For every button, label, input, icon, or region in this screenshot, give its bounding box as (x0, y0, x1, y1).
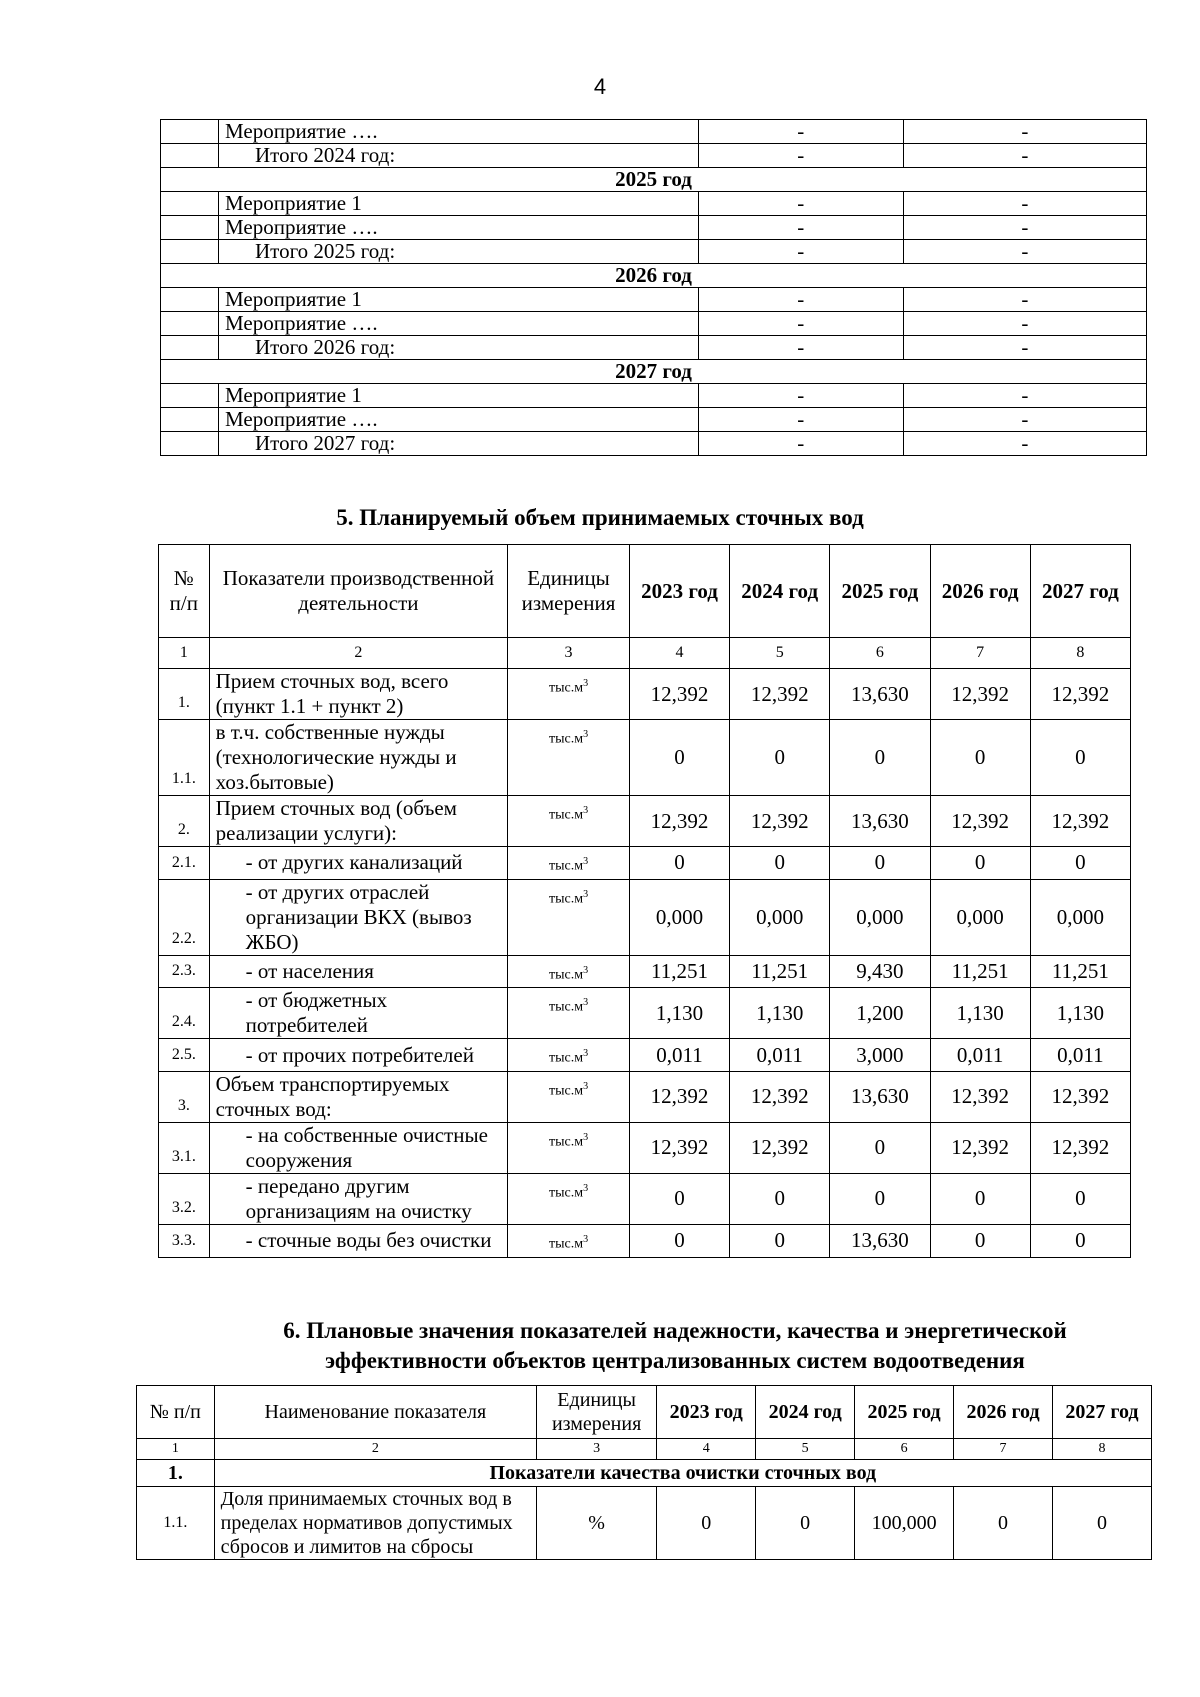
value-cell: 0 (930, 720, 1030, 796)
measure-name: Мероприятие …. (219, 408, 699, 432)
header-num: № п/п (137, 1386, 215, 1439)
value-cell: 0,000 (730, 879, 830, 955)
header-num: № п/п (159, 545, 210, 638)
col-number: 4 (657, 1439, 756, 1460)
value-cell: - (698, 336, 903, 360)
value-cell: 12,392 (930, 1122, 1030, 1173)
col-number: 4 (629, 638, 729, 669)
unit-label: тыс.м (548, 807, 584, 823)
value-cell: 1,200 (830, 988, 930, 1039)
value-cell: 12,392 (629, 1071, 729, 1122)
row-num-cell (161, 120, 219, 144)
value-cell: 0 (930, 847, 1030, 880)
col-number: 8 (1030, 638, 1130, 669)
value-cell: 0 (629, 847, 729, 880)
section5-title: 5. Планируемый объем принимаемых сточных вод (336, 505, 864, 530)
row-num: 2.4. (159, 988, 210, 1039)
value-cell: 0,000 (830, 879, 930, 955)
value-cell: 0 (629, 720, 729, 796)
unit-cell (508, 1071, 630, 1122)
indicator-name: - от населения (209, 955, 507, 988)
row-num-cell (161, 432, 219, 456)
section6-title (250, 1316, 1100, 1376)
value-cell: 0 (657, 1487, 756, 1560)
value-cell: 11,251 (629, 955, 729, 988)
row-num: 2.3. (159, 955, 210, 988)
header-year: 2026 год (930, 545, 1030, 638)
row-num-cell (161, 144, 219, 168)
col-number: 7 (930, 638, 1030, 669)
value-cell: 0 (756, 1487, 855, 1560)
unit-cell (508, 720, 630, 796)
table-row (161, 120, 1147, 144)
table-header-row (159, 545, 1131, 638)
indicator-name: - от других отраслей организации ВКХ (вывоз ЖБО) (209, 879, 507, 955)
unit-cell (508, 1173, 630, 1224)
value-cell: - (698, 120, 903, 144)
measure-name: Мероприятие 1 (219, 192, 699, 216)
value-cell: 0 (1030, 847, 1130, 880)
year-heading: 2026 год (161, 264, 1147, 288)
value-cell: 11,251 (930, 955, 1030, 988)
table-row (159, 847, 1131, 880)
value-cell: 12,392 (930, 669, 1030, 720)
table-row (161, 384, 1147, 408)
row-num-cell (161, 384, 219, 408)
value-cell: - (903, 288, 1146, 312)
table-row (159, 879, 1131, 955)
value-cell: 0 (1030, 1173, 1130, 1224)
table-row (161, 288, 1147, 312)
col-number: 5 (730, 638, 830, 669)
indicator-name: Объем транспортируемых сточных вод: (209, 1071, 507, 1122)
unit-cell (508, 1224, 630, 1257)
unit-label: тыс.м (548, 1134, 584, 1150)
unit-label: тыс.м (548, 967, 584, 983)
unit-label: тыс.м (548, 858, 584, 874)
value-cell: 12,392 (629, 669, 729, 720)
measure-name: Мероприятие 1 (219, 288, 699, 312)
table-row (161, 144, 1147, 168)
measure-name: Мероприятие …. (219, 312, 699, 336)
unit-superscript: 3 (583, 964, 589, 976)
header-year: 2025 год (855, 1386, 954, 1439)
value-cell: 3,000 (830, 1039, 930, 1072)
total-label: Итого 2027 год: (219, 432, 699, 456)
value-cell: 12,392 (730, 1071, 830, 1122)
value-cell: - (698, 312, 903, 336)
value-cell: - (903, 192, 1146, 216)
header-year: 2025 год (830, 545, 930, 638)
value-cell: 0 (830, 847, 930, 880)
section-row-name: Показатели качества очистки сточных вод (214, 1460, 1151, 1487)
value-cell: 0,011 (730, 1039, 830, 1072)
unit-label: тыс.м (548, 731, 584, 747)
value-cell: 12,392 (930, 1071, 1030, 1122)
table-row (159, 1039, 1131, 1072)
header-unit: Единицы измерения (537, 1386, 657, 1439)
value-cell: - (698, 384, 903, 408)
header-year: 2024 год (756, 1386, 855, 1439)
indicator-name: Прием сточных вод, всего (пункт 1.1 + пункт 2) (209, 669, 507, 720)
row-num: 2.5. (159, 1039, 210, 1072)
year-row (161, 360, 1147, 384)
value-cell: 0 (1030, 1224, 1130, 1257)
value-cell: 0 (930, 1224, 1030, 1257)
header-year: 2023 год (629, 545, 729, 638)
value-cell: - (903, 432, 1146, 456)
indicator-name: - на собственные очистные сооружения (209, 1122, 507, 1173)
value-cell: - (698, 216, 903, 240)
total-label: Итого 2024 год: (219, 144, 699, 168)
value-cell: 0 (830, 720, 930, 796)
wastewater-volume-table (158, 544, 1131, 1258)
value-cell: 0 (730, 720, 830, 796)
indicator-name: Доля принимаемых сточных вод в пределах нормативов допустимых сбросов и лимитов на сбросы (214, 1487, 536, 1560)
unit-label: тыс.м (548, 680, 584, 696)
unit-superscript: 3 (583, 1048, 589, 1060)
row-num-cell (161, 240, 219, 264)
table-row (161, 216, 1147, 240)
row-num: 3.1. (159, 1122, 210, 1173)
unit-superscript: 3 (583, 1233, 589, 1245)
row-num: 2. (159, 796, 210, 847)
unit-cell (508, 847, 630, 880)
table-row (159, 1173, 1131, 1224)
header-year: 2024 год (730, 545, 830, 638)
value-cell: 12,392 (930, 796, 1030, 847)
header-year: 2027 год (1052, 1386, 1151, 1439)
col-number: 1 (137, 1439, 215, 1460)
table-row (159, 1224, 1131, 1257)
page-number: 4 (593, 74, 607, 99)
unit-cell (508, 669, 630, 720)
unit-label: тыс.м (548, 999, 584, 1015)
year-row (161, 264, 1147, 288)
header-year: 2026 год (954, 1386, 1053, 1439)
value-cell: 0 (930, 1173, 1030, 1224)
value-cell: 12,392 (730, 796, 830, 847)
value-cell: - (698, 240, 903, 264)
col-number: 1 (159, 638, 210, 669)
unit-label: тыс.м (548, 1083, 584, 1099)
measure-name: Мероприятие …. (219, 216, 699, 240)
table-row (159, 720, 1131, 796)
value-cell: - (903, 336, 1146, 360)
value-cell: 0 (830, 1173, 930, 1224)
unit-label: тыс.м (548, 1050, 584, 1066)
indicator-name: - передано другим организациям на очистку (209, 1173, 507, 1224)
col-number: 6 (855, 1439, 954, 1460)
indicator-name: - от прочих потребителей (209, 1039, 507, 1072)
row-num-cell (161, 216, 219, 240)
value-cell: 0 (1052, 1487, 1151, 1560)
value-cell: 1,130 (730, 988, 830, 1039)
unit-superscript: 3 (583, 729, 589, 740)
row-num-cell (161, 288, 219, 312)
row-num: 1.1. (159, 720, 210, 796)
row-num: 1.1. (137, 1487, 215, 1560)
value-cell: 9,430 (830, 955, 930, 988)
value-cell: - (903, 408, 1146, 432)
value-cell: 0 (730, 1173, 830, 1224)
row-num-cell (161, 336, 219, 360)
section6-title-line1: 6. Плановые значения показателей надежности, качества и энергетической (283, 1318, 1067, 1343)
indicator-name: в т.ч. собственные нужды (технологические нужды и хоз.бытовые) (209, 720, 507, 796)
value-cell: 12,392 (1030, 1122, 1130, 1173)
value-cell: - (698, 144, 903, 168)
unit-superscript: 3 (583, 1131, 589, 1143)
value-cell: 13,630 (830, 669, 930, 720)
unit-superscript: 3 (583, 997, 589, 1009)
col-number: 2 (209, 638, 507, 669)
header-year: 2023 год (657, 1386, 756, 1439)
header-unit: Единицы измерения (508, 545, 630, 638)
value-cell: 0 (730, 1224, 830, 1257)
row-num: 2.1. (159, 847, 210, 880)
unit-superscript: 3 (583, 1080, 589, 1092)
value-cell: 0 (629, 1173, 729, 1224)
unit-cell (508, 955, 630, 988)
table-row (159, 1122, 1131, 1173)
value-cell: - (903, 120, 1146, 144)
section-row-num: 1. (137, 1460, 215, 1487)
column-number-row (159, 638, 1131, 669)
indicator-name: - от других канализаций (209, 847, 507, 880)
value-cell: 0,011 (930, 1039, 1030, 1072)
value-cell: - (698, 288, 903, 312)
table-row (161, 192, 1147, 216)
col-number: 2 (214, 1439, 536, 1460)
table-row (161, 408, 1147, 432)
section6-title-line2: эффективности объектов централизованных систем водоотведения (325, 1348, 1025, 1373)
indicator-name: - сточные воды без очистки (209, 1224, 507, 1257)
table-row (159, 669, 1131, 720)
value-cell: 0,011 (1030, 1039, 1130, 1072)
value-cell: 11,251 (1030, 955, 1130, 988)
value-cell: 0 (954, 1487, 1053, 1560)
value-cell: 13,630 (830, 1071, 930, 1122)
measures-table (160, 119, 1147, 456)
unit-cell (508, 796, 630, 847)
table-row (137, 1487, 1152, 1560)
header-year: 2027 год (1030, 545, 1130, 638)
row-num: 3. (159, 1071, 210, 1122)
col-number: 7 (954, 1439, 1053, 1460)
total-label: Итого 2025 год: (219, 240, 699, 264)
table-row (161, 240, 1147, 264)
value-cell: 12,392 (730, 1122, 830, 1173)
year-row (161, 168, 1147, 192)
value-cell: 1,130 (930, 988, 1030, 1039)
value-cell: 12,392 (1030, 669, 1130, 720)
value-cell: - (903, 144, 1146, 168)
total-label: Итого 2026 год: (219, 336, 699, 360)
value-cell: 12,392 (629, 1122, 729, 1173)
value-cell: 0,000 (1030, 879, 1130, 955)
value-cell: 13,630 (830, 1224, 930, 1257)
table-header-row (137, 1386, 1152, 1439)
header-indicator: Показатели производственной деятельности (209, 545, 507, 638)
value-cell: 0 (1030, 720, 1130, 796)
table-row (159, 988, 1131, 1039)
section-row (137, 1460, 1152, 1487)
unit-cell (508, 1122, 630, 1173)
table-row (161, 336, 1147, 360)
table-row (161, 312, 1147, 336)
unit-superscript: 3 (583, 678, 589, 689)
value-cell: 12,392 (1030, 796, 1130, 847)
table-row (159, 1071, 1131, 1122)
value-cell: - (903, 312, 1146, 336)
value-cell: - (903, 240, 1146, 264)
value-cell: 0 (629, 1224, 729, 1257)
col-number: 8 (1052, 1439, 1151, 1460)
header-indicator: Наименование показателя (214, 1386, 536, 1439)
value-cell: 0 (830, 1122, 930, 1173)
value-cell: - (903, 384, 1146, 408)
value-cell: - (698, 432, 903, 456)
unit-label: тыс.м (548, 1185, 584, 1201)
unit-label: тыс.м (548, 891, 584, 907)
value-cell: 12,392 (1030, 1071, 1130, 1122)
unit-cell (508, 988, 630, 1039)
row-num-cell (161, 408, 219, 432)
value-cell: 12,392 (730, 669, 830, 720)
measure-name: Мероприятие 1 (219, 384, 699, 408)
value-cell: 0,000 (930, 879, 1030, 955)
table-row (161, 432, 1147, 456)
value-cell: 0 (730, 847, 830, 880)
unit-cell (508, 1039, 630, 1072)
value-cell: 0,011 (629, 1039, 729, 1072)
row-num-cell (161, 192, 219, 216)
value-cell: 1,130 (1030, 988, 1130, 1039)
value-cell: 0,000 (629, 879, 729, 955)
value-cell: 13,630 (830, 796, 930, 847)
row-num-cell (161, 312, 219, 336)
unit-superscript: 3 (583, 856, 589, 867)
column-number-row (137, 1439, 1152, 1460)
col-number: 6 (830, 638, 930, 669)
value-cell: 12,392 (629, 796, 729, 847)
indicator-name: - от бюджетных потребителей (209, 988, 507, 1039)
unit-label: тыс.м (548, 1236, 584, 1252)
unit-superscript: 3 (583, 888, 589, 900)
unit-superscript: 3 (583, 1182, 589, 1194)
table-row (159, 796, 1131, 847)
indicator-name: Прием сточных вод (объем реализации услуги): (209, 796, 507, 847)
unit-superscript: 3 (583, 805, 589, 816)
table-row (159, 955, 1131, 988)
value-cell: - (698, 192, 903, 216)
row-num: 3.2. (159, 1173, 210, 1224)
value-cell: 100,000 (855, 1487, 954, 1560)
col-number: 5 (756, 1439, 855, 1460)
unit-cell (508, 879, 630, 955)
measure-name: Мероприятие …. (219, 120, 699, 144)
row-num: 2.2. (159, 879, 210, 955)
year-heading: 2025 год (161, 168, 1147, 192)
year-heading: 2027 год (161, 360, 1147, 384)
col-number: 3 (537, 1439, 657, 1460)
unit-cell: % (537, 1487, 657, 1560)
value-cell: - (903, 216, 1146, 240)
reliability-indicators-table (136, 1385, 1152, 1560)
value-cell: - (698, 408, 903, 432)
row-num: 3.3. (159, 1224, 210, 1257)
row-num: 1. (159, 669, 210, 720)
value-cell: 11,251 (730, 955, 830, 988)
col-number: 3 (508, 638, 630, 669)
value-cell: 1,130 (629, 988, 729, 1039)
